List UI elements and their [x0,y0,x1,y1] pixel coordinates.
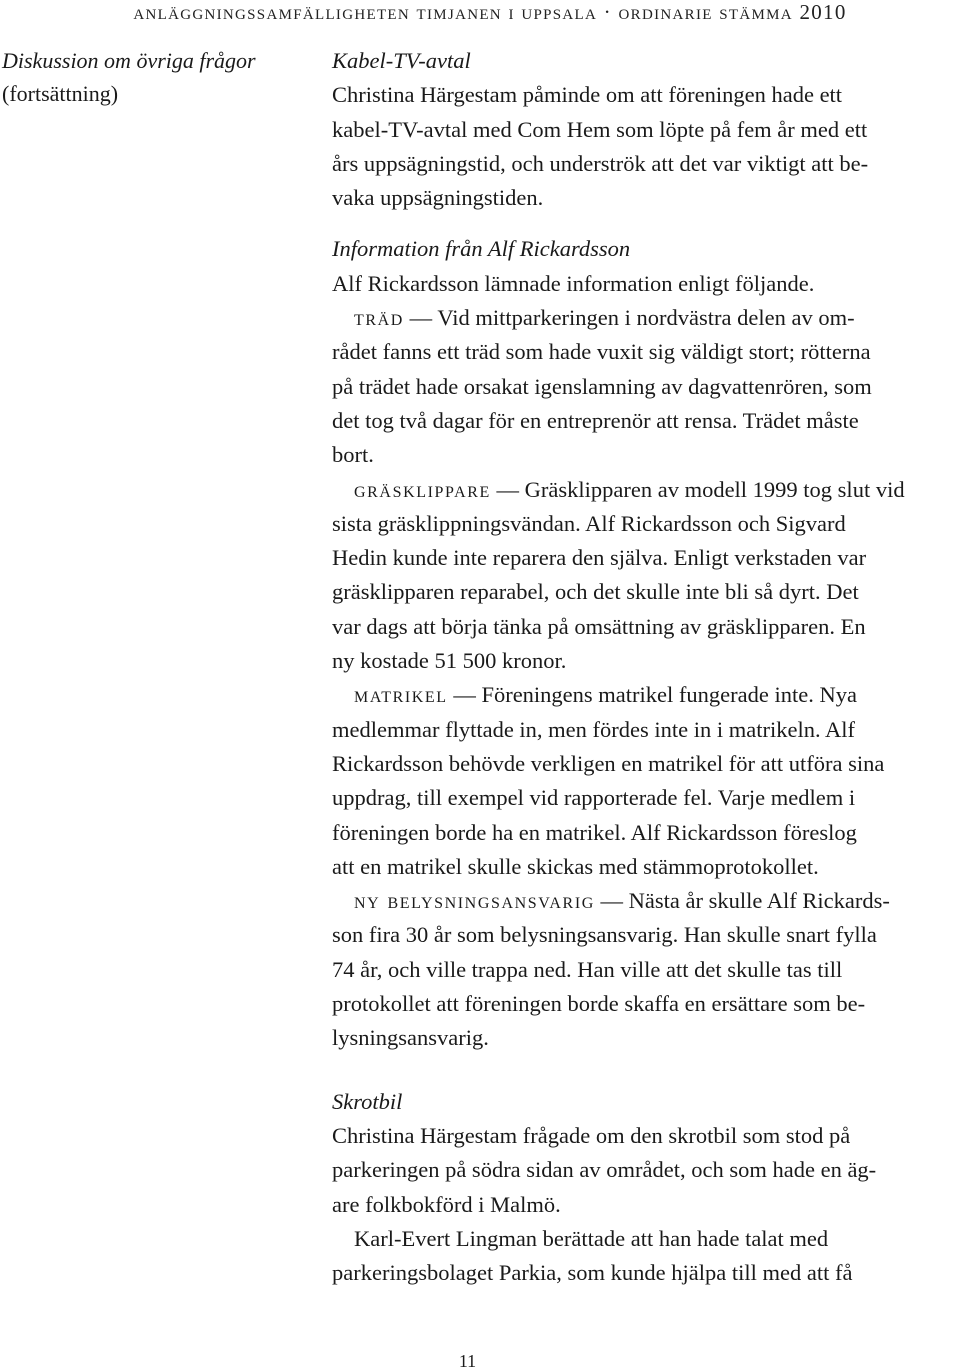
item-first-line [332,301,958,335]
item-label-grasklippare: gräsklippare [354,476,491,502]
item-first-line [332,473,958,507]
item-dash: — [490,476,525,502]
item-label-belysningsansvarig: ny belysningsansvarig [354,888,595,914]
section-heading-information: Information från Alf Rickardsson [332,236,631,262]
item-text: Gräsklipparen av modell 1999 tog slut vid [524,476,905,502]
item-first-line [332,678,958,712]
item-line: sista gräsklippningsvändan. Alf Rickardsson och Sigvard [332,510,846,536]
item-line: son fira 30 år som belysningsansvarig. Han skulle snart fylla [332,922,877,948]
kabel-line: vaka uppsägningstiden. [332,185,544,211]
margin-note-subtitle: (fortsättning) [2,81,119,106]
section-heading-skrotbil: Skrotbil [332,1088,403,1114]
item-dash: — [447,682,482,708]
item-text: Föreningens matrikel fungerade inte. Nya [481,682,857,708]
item-dash: — [403,305,438,331]
skrotbil-line: Karl-Evert Lingman berättade att han hade talat med [354,1225,829,1251]
item-line: Rickardsson behövde verkligen en matrikel för att utföra sina [332,750,885,776]
item-line: protokollet att föreningen borde skaffa en ersättare som be- [332,991,866,1017]
section-heading-kabel-tv: Kabel-TV-avtal [332,48,471,73]
kabel-line: kabel-TV-avtal med Com Hem som löpte på fem år med ett [332,116,868,142]
item-line: lysningsansvarig. [332,1025,489,1051]
item-line: bort. [332,442,374,468]
skrotbil-line: parkeringsbolaget Parkia, som kunde hjälpa till med att få [332,1260,853,1286]
margin-note-title: Diskussion om övriga frågor [2,48,256,73]
running-header: anläggningssamfälligheten timjanen i uppsala · ordinarie stämma 2010 [133,0,847,24]
item-line: gräsklipparen reparabel, och det skulle inte bli så dyrt. Det [332,579,859,605]
item-line: Hedin kunde inte reparera den själva. Enligt verkstaden var [332,545,867,571]
item-line: det tog två dagar för en entreprenör att rensa. Trädet måste [332,407,859,433]
item-first-line [332,884,958,918]
item-line: 74 år, och ville trappa ned. Han ville att det skulle tas till [332,956,843,982]
item-label-matrikel: matrikel [354,682,448,708]
item-dash: — [594,888,629,914]
item-line: att en matrikel skulle skickas med stämmoprotokollet. [332,853,819,879]
skrotbil-line: are folkbokförd i Malmö. [332,1191,561,1217]
kabel-line: års uppsägningstid, och underströk att det var viktigt att be- [332,150,869,176]
item-line: medlemmar flyttade in, men fördes inte in i matrikeln. Alf [332,716,855,742]
page-number: 11 [458,1351,477,1371]
item-text: Vid mittparkeringen i nordvästra delen av om- [437,305,855,331]
item-line: på trädet hade orsakat igenslamning av dagvattenrören, som [332,373,872,399]
item-text: Nästa år skulle Alf Rickards- [628,888,890,914]
item-line: rådet fanns ett träd som hade vuxit sig väldigt stort; rötterna [332,339,871,365]
item-line: uppdrag, till exempel vid rapporterade fel. Varje medlem i [332,785,856,811]
item-line: var dags att börja tänka på omsättning av gräsklipparen. En [332,613,866,639]
margin-note [2,44,302,110]
info-intro: Alf Rickardsson lämnade information enligt följande. [332,270,815,296]
kabel-line: Christina Härgestam påminde om att föreningen hade ett [332,82,843,108]
skrotbil-line: parkeringen på södra sidan av området, och som hade en äg- [332,1157,877,1183]
main-text-column [332,44,958,1290]
skrotbil-line: Christina Härgestam frågade om den skrotbil som stod på [332,1122,851,1148]
item-label-trad: träd [354,305,404,331]
item-line: ny kostade 51 500 kronor. [332,648,567,674]
item-line: föreningen borde ha en matrikel. Alf Rickardsson föreslog [332,819,857,845]
